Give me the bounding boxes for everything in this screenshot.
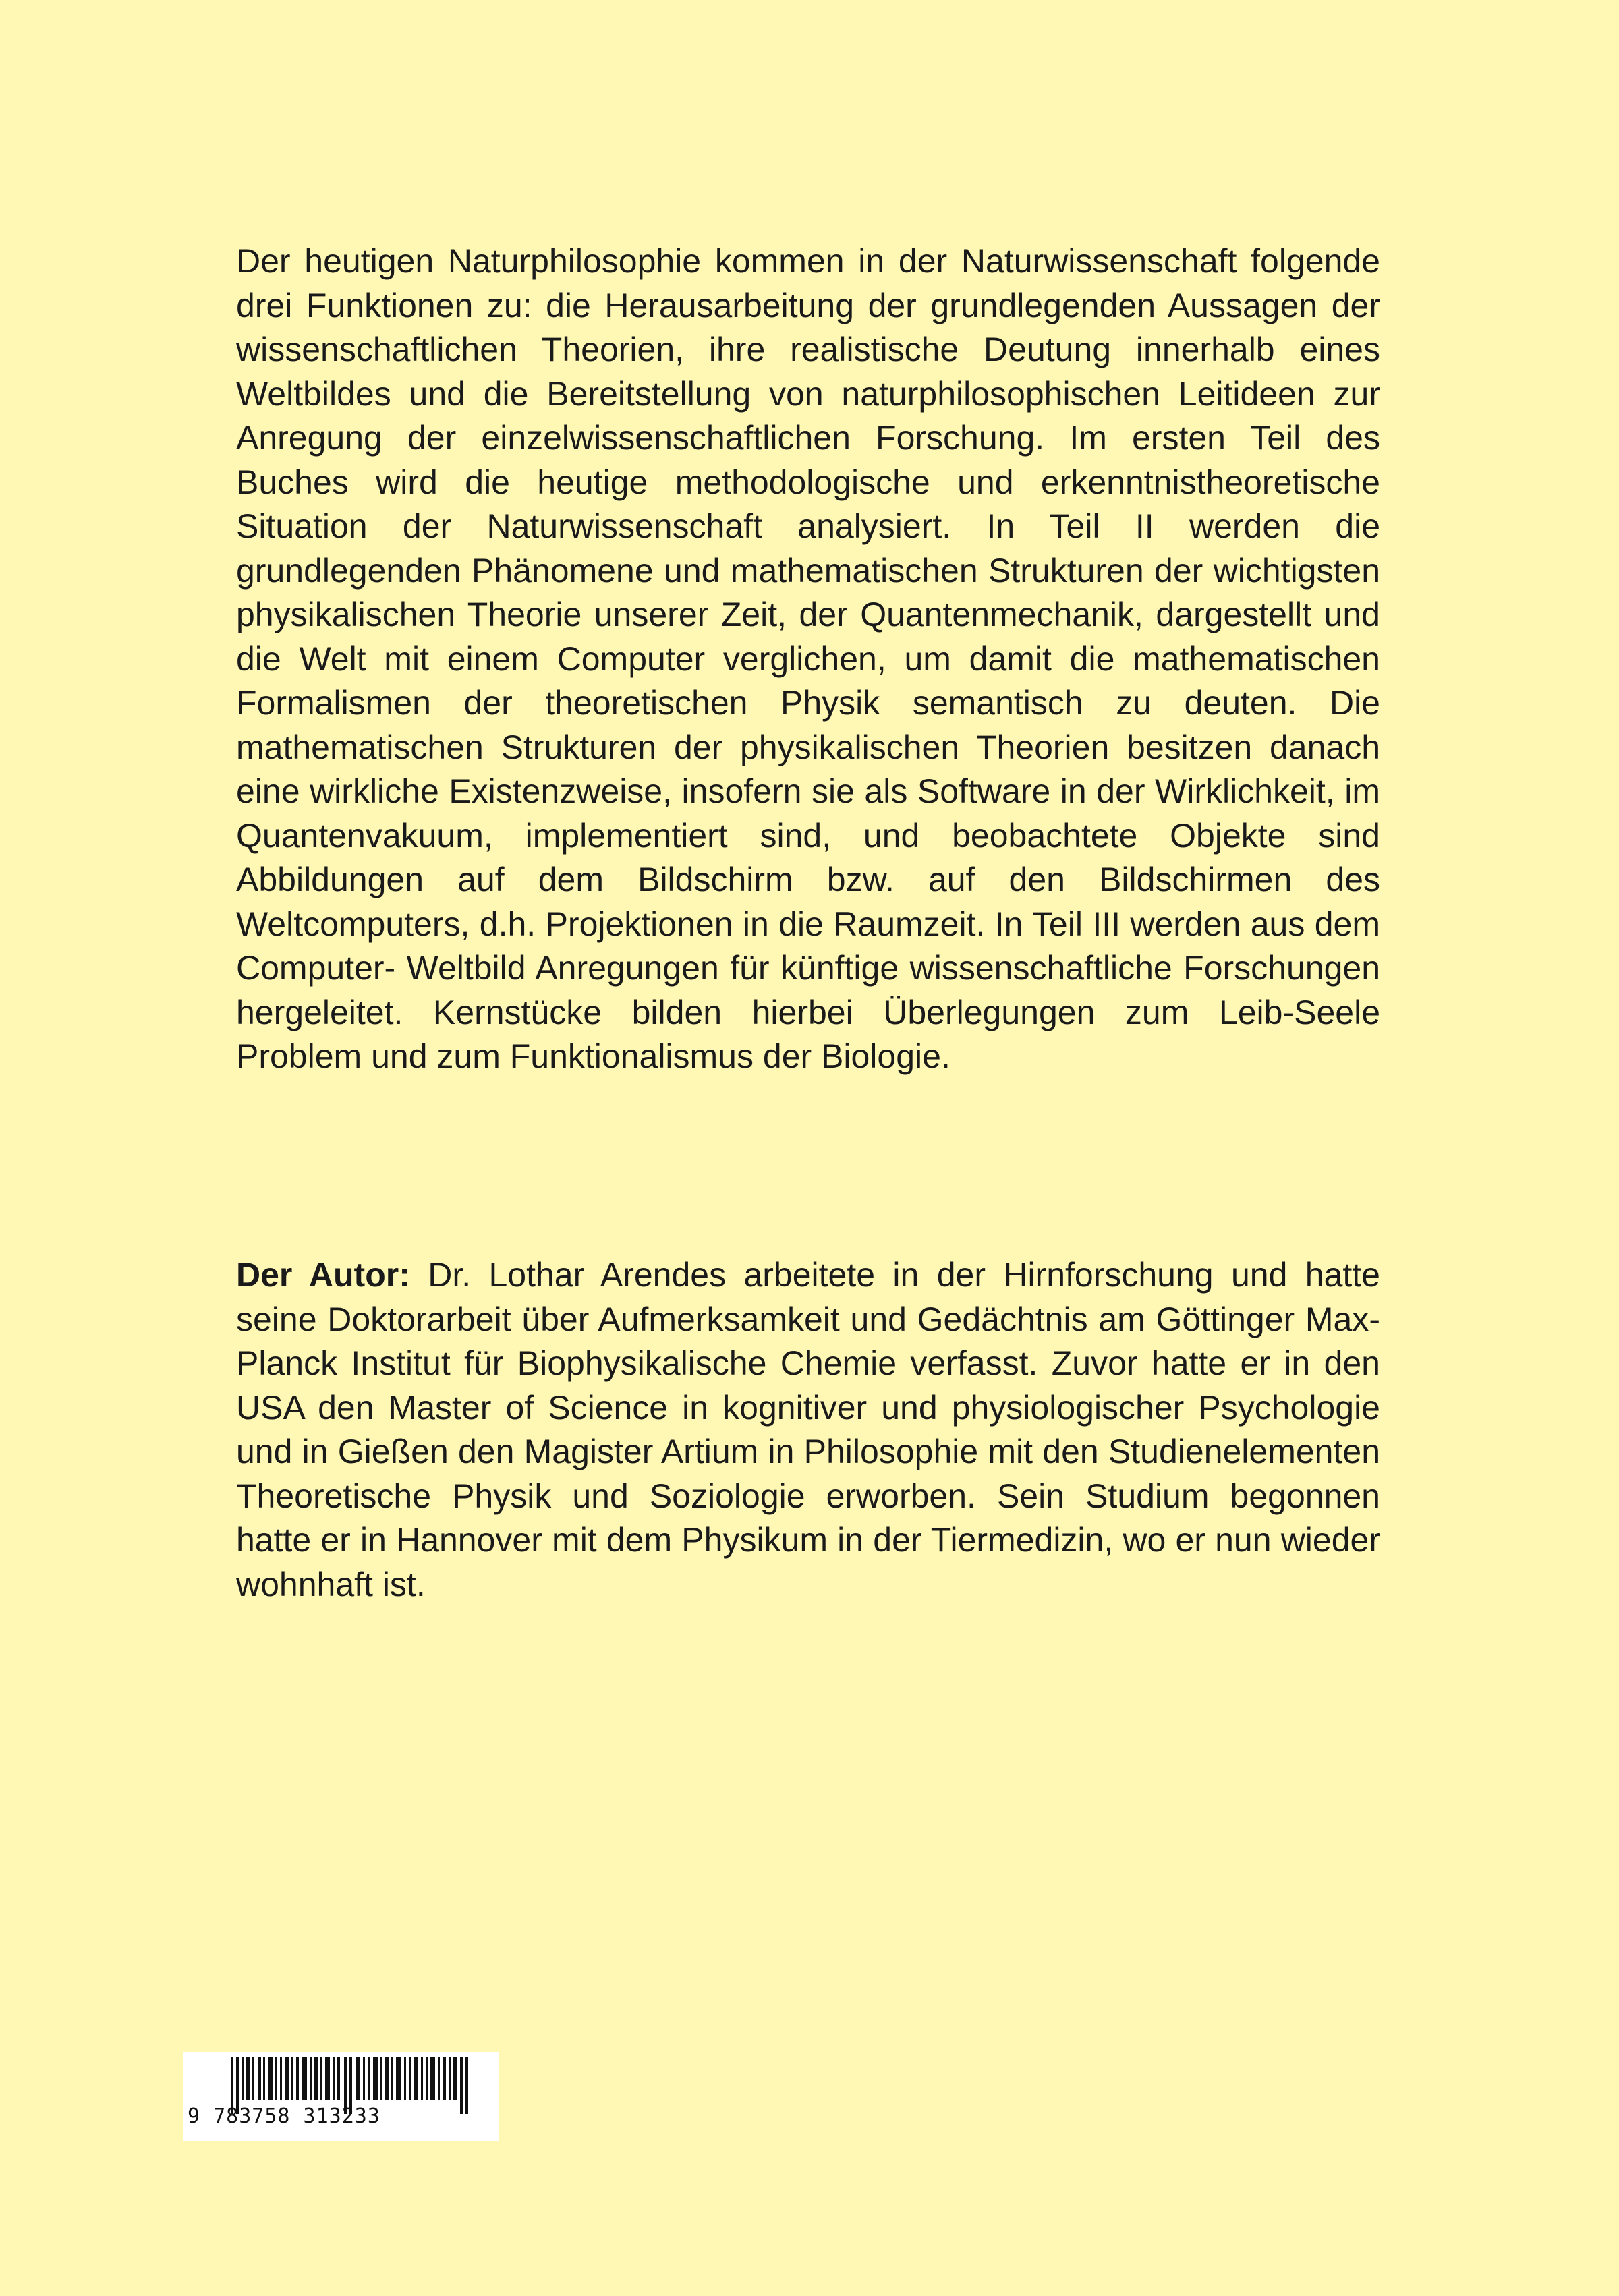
isbn-number: 9 783758 313233: [188, 2104, 380, 2128]
book-description: Der heutigen Naturphilosophie kommen in der Naturwissenschaft folgende drei Funktionen zu: die Herausarbeitung der grundlegenden Aussagen der wissenschaftlichen Theorien, ihre realistische Deutung innerhalb eines Weltbildes und die Bereitstellung von naturphilosophischen Leitideen zur Anregung der einzelwissenschaftlichen Forschung. Im ersten Teil des Buches wird die heutige methodologische und erkenntnistheoretische Situation der Naturwissenschaft analysiert. In Teil II werden die grundlegenden Phänomene und mathematischen Strukturen der wichtigsten physikalischen Theorie unserer Zeit, der Quantenmechanik, dargestellt und die Welt mit einem Computer verglichen, um damit die mathematischen Formalismen der theoretischen Physik semantisch zu deuten. Die mathematischen Strukturen der physikalischen Theorien besitzen danach eine wirkliche Existenzweise, insofern sie als Software in der Wirklichkeit, im Quantenvakuum, implementiert sind, und beobachtete Objekte sind Abbildungen auf dem Bildschirm bzw. auf den Bildschirmen des Weltcomputers, d.h. Projektionen in die Raumzeit. In Teil III werden aus dem Computer- Weltbild Anregungen für künftige wissenschaftliche Forschungen hergeleitet. Kernstücke bilden hierbei Überlegungen zum Leib-Seele Problem und zum Funktionalismus der Biologie.: [236, 242, 1380, 1075]
isbn-barcode: [183, 2052, 499, 2141]
author-bio: [236, 1253, 1380, 1607]
author-label: Der Autor:: [236, 1256, 410, 1294]
author-bio-text: Dr. Lothar Arendes arbeitete in der Hirnforschung und hatte seine Doktorarbeit über Aufmerksamkeit und Gedächtnis am Göttinger Max- Planck Institut für Biophysikalische Chemie verfasst. Zuvor hatte er in den USA den Master of Science in kognitiver und physiologischer Psychologie und in Gießen den Magister Artium in Philosophie mit den Studienelementen Theoretische Physik und Soziologie erworben. Sein Studium begonnen hatte er in Hannover mit dem Physikum in der Tiermedizin, wo er nun wieder wohnhaft ist.: [236, 1256, 1380, 1603]
